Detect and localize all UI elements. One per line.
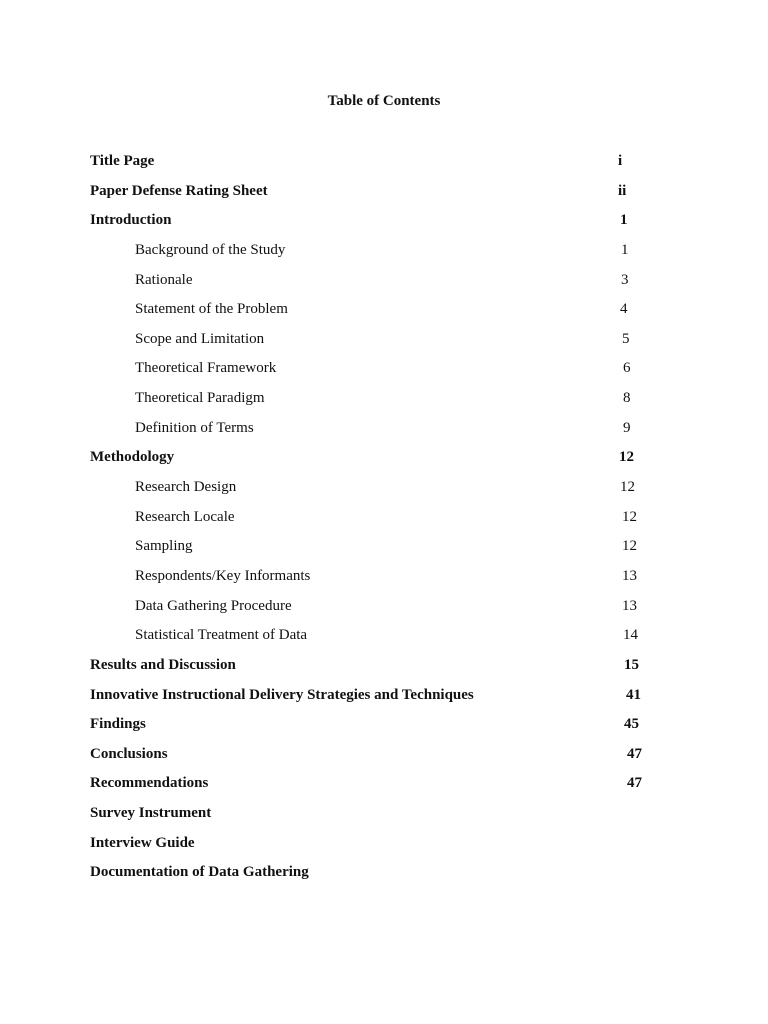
toc-entry-page-number: 3: [621, 271, 629, 288]
toc-entry-label: Interview Guide: [90, 834, 195, 851]
toc-entry-page-number: 1: [621, 241, 629, 258]
toc-entry[interactable]: [0, 567, 768, 597]
toc-entry-label: Survey Instrument: [90, 805, 212, 822]
toc-entry-page-number: 12: [619, 449, 634, 466]
toc-entry-page-number: 47: [627, 745, 642, 762]
toc-entry[interactable]: [0, 152, 768, 182]
toc-entry-page-number: 15: [624, 656, 639, 673]
toc-entry[interactable]: [0, 537, 768, 567]
toc-entry-label: Theoretical Framework: [135, 360, 277, 377]
toc-entry[interactable]: [0, 508, 768, 538]
toc-list: [0, 152, 768, 893]
toc-entry-label: Innovative Instructional Delivery Strategies and Techniques: [90, 686, 474, 703]
toc-entry-page-number: 45: [624, 716, 639, 733]
toc-entry-label: Findings: [90, 716, 146, 733]
toc-entry-page-number: 12: [620, 479, 635, 496]
toc-entry[interactable]: [0, 774, 768, 804]
toc-entry-label: Research Locale: [135, 508, 235, 525]
toc-entry-label: Data Gathering Procedure: [135, 597, 292, 614]
toc-entry[interactable]: [0, 715, 768, 745]
toc-entry-label: Research Design: [135, 479, 237, 496]
toc-entry[interactable]: [0, 182, 768, 212]
toc-entry[interactable]: [0, 359, 768, 389]
toc-entry[interactable]: [0, 834, 768, 864]
toc-entry-page-number: 13: [622, 597, 637, 614]
toc-entry-label: Recommendations: [90, 775, 209, 792]
toc-entry-page-number: 13: [622, 567, 637, 584]
toc-entry-label: Scope and Limitation: [135, 330, 265, 347]
toc-entry-page-number: 8: [623, 390, 631, 407]
toc-entry-label: Sampling: [135, 538, 193, 555]
toc-entry-label: Documentation of Data Gathering: [90, 864, 309, 881]
toc-entry[interactable]: [0, 626, 768, 656]
toc-entry[interactable]: [0, 478, 768, 508]
toc-entry-label: Title Page: [90, 153, 155, 169]
toc-entry[interactable]: [0, 656, 768, 686]
toc-entry-label: Conclusions: [90, 745, 168, 762]
toc-entry[interactable]: [0, 330, 768, 360]
toc-entry-label: Statement of the Problem: [135, 301, 288, 318]
toc-entry[interactable]: [0, 389, 768, 419]
toc-entry[interactable]: [0, 745, 768, 775]
toc-entry[interactable]: [0, 686, 768, 716]
toc-entry[interactable]: [0, 448, 768, 478]
toc-entry-page-number: ii: [618, 182, 627, 199]
toc-entry[interactable]: [0, 597, 768, 627]
toc-entry-label: Definition of Terms: [135, 419, 254, 436]
toc-entry-label: Results and Discussion: [90, 656, 236, 673]
toc-entry-label: Statistical Treatment of Data: [135, 627, 308, 644]
toc-entry-page-number: 12: [622, 508, 637, 525]
toc-entry[interactable]: [0, 211, 768, 241]
toc-entry[interactable]: [0, 804, 768, 834]
toc-entry-label: Introduction: [90, 212, 172, 229]
toc-entry-page-number: 9: [623, 419, 631, 436]
toc-entry-page-number: 14: [623, 627, 638, 644]
toc-entry[interactable]: [0, 419, 768, 449]
toc-entry-page-number: 4: [620, 301, 628, 318]
toc-entry-label: Methodology: [90, 449, 175, 466]
toc-entry-page-number: 47: [627, 775, 642, 792]
toc-entry-label: Theoretical Paradigm: [135, 390, 265, 407]
page-title: Table of Contents: [327, 93, 441, 109]
toc-entry-label: Rationale: [135, 271, 193, 288]
toc-entry-page-number: 12: [622, 538, 637, 555]
toc-entry-page-number: 1: [620, 212, 628, 229]
toc-entry[interactable]: [0, 271, 768, 301]
toc-entry[interactable]: [0, 863, 768, 893]
toc-entry[interactable]: [0, 241, 768, 271]
toc-entry-label: Background of the Study: [135, 241, 286, 258]
toc-entry-page-number: 5: [622, 330, 630, 347]
toc-entry-page-number: 41: [626, 686, 641, 703]
toc-entry-label: Respondents/Key Informants: [135, 567, 311, 584]
toc-entry-page-number: i: [618, 153, 623, 169]
toc-entry[interactable]: [0, 300, 768, 330]
toc-entry-label: Paper Defense Rating Sheet: [90, 182, 268, 199]
toc-entry-page-number: 6: [623, 360, 631, 377]
